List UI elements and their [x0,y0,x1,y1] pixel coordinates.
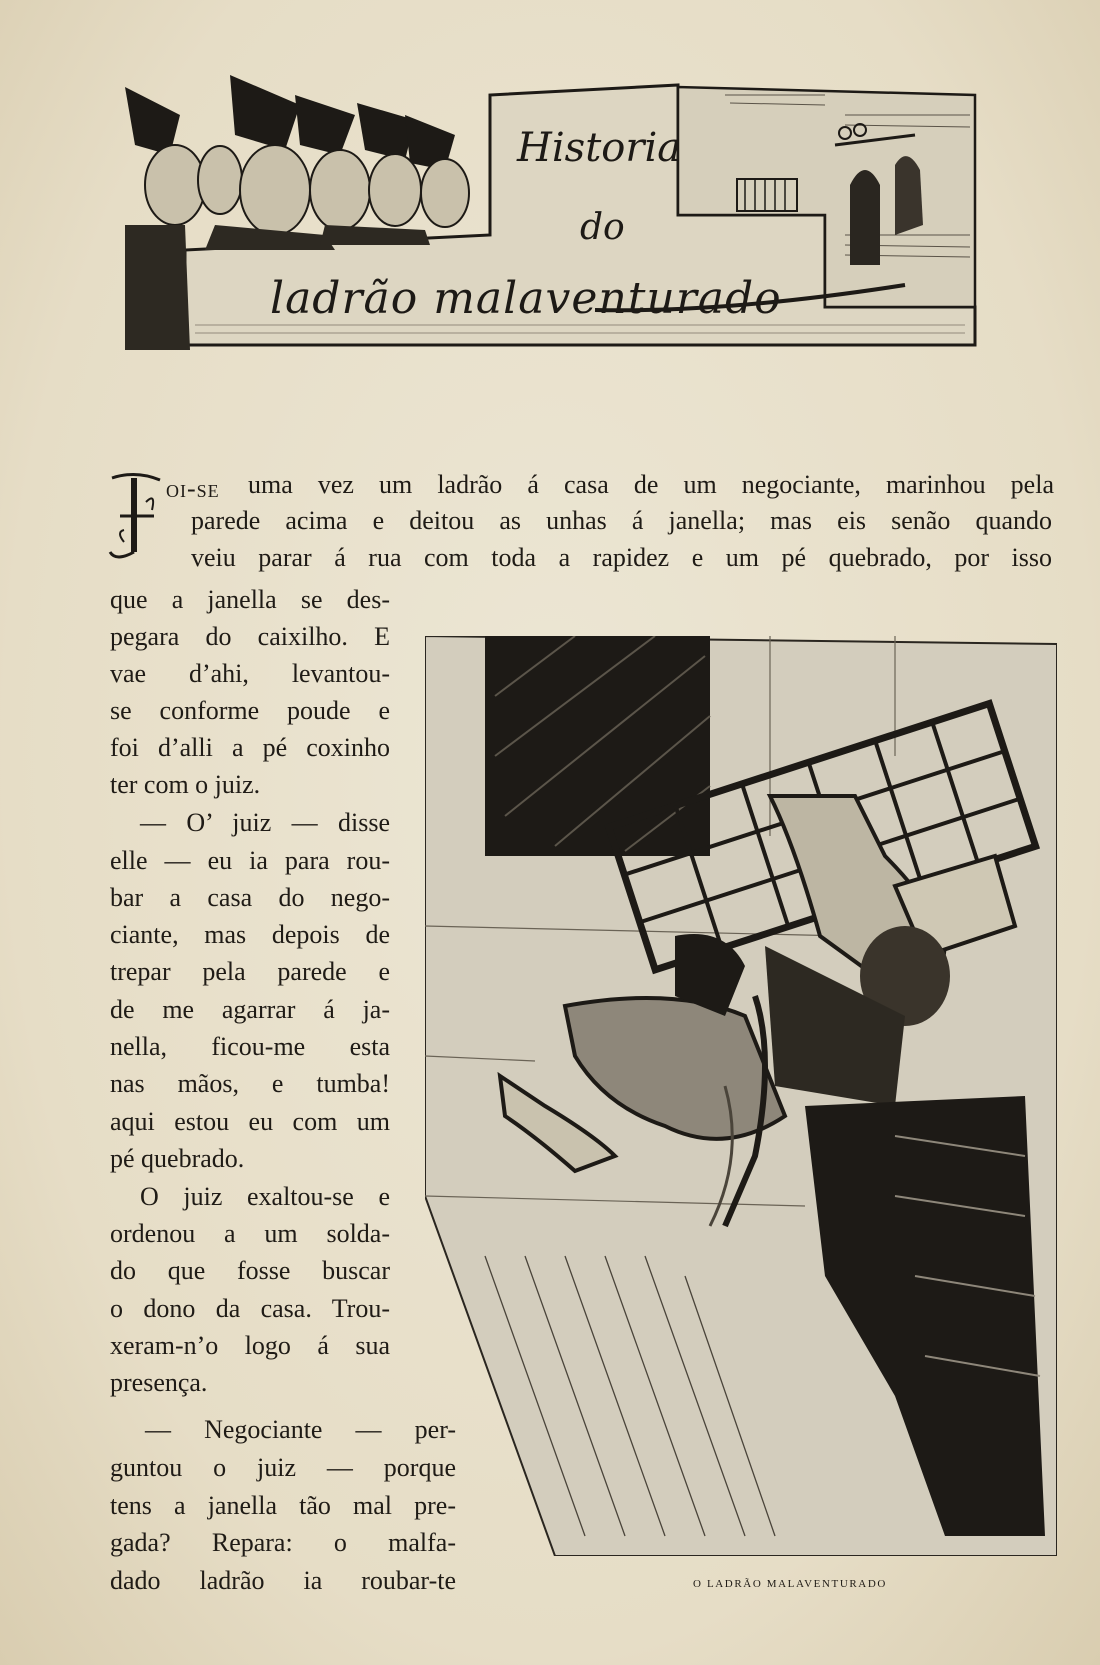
column-line: o dono da casa. Trou- [110,1294,390,1323]
intro-line-3: veiu parar á rua com toda a rapidez e um pé quebrado, por isso [191,543,1052,572]
column-line: bar a casa do nego- [110,883,390,912]
thief-illustration [425,636,1057,1556]
column-line: aqui estou eu com um [110,1107,390,1136]
figure-caption: O LADRÃO MALAVENTURADO [693,1578,887,1590]
column-line: O juiz exaltou-se e [140,1182,390,1211]
column-line: guntou o juiz — porque [110,1453,456,1482]
column-line: nas mãos, e tumba! [110,1069,390,1098]
drop-cap-ornament [106,472,164,564]
intro-line-2: parede acima e deitou as unhas á janella; mas eis senão quando [191,506,1052,535]
column-line: que a janella se des- [110,585,390,614]
column-line: — Negociante — per- [145,1415,456,1444]
column-line: elle — eu ia para rou- [110,846,390,875]
column-line: pegara do caixilho. E [110,622,390,651]
title-line-2: do [580,207,625,248]
column-line: tens a janella tão mal pre- [110,1491,456,1520]
column-line: trepar pela parede e [110,957,390,986]
title-line-3: ladrão malaventurado [270,273,782,324]
title-line-1: Historia [517,125,682,171]
header-illustration [125,75,1040,375]
thief-drawing [425,636,1057,1556]
column-line: do que fosse buscar [110,1256,390,1285]
column-line: ter com o juiz. [110,770,261,799]
column-line: pé quebrado. [110,1144,245,1173]
column-line: ciante, mas depois de [110,920,390,949]
intro-line-1: uma vez um ladrão á casa de um negociante, marinhou pela [248,470,1054,499]
intro-first-word [166,476,220,502]
column-line: vae d’ahi, levantou- [110,659,390,688]
intro-first-word-text: oi-se [166,474,220,503]
column-line: — O’ juiz — disse [140,808,390,837]
column-line: presença. [110,1368,208,1397]
column-line: ordenou a um solda- [110,1219,390,1248]
column-line: xeram-n’o logo á sua [110,1331,390,1360]
column-line: de me agarrar á ja- [110,995,390,1024]
column-line: foi d’alli a pé coxinho [110,733,390,762]
column-line: se conforme poude e [110,696,390,725]
column-line: dado ladrão ia roubar-te [110,1566,456,1595]
column-line: gada? Repara: o malfa- [110,1528,456,1557]
column-line: nella, ficou-me esta [110,1032,390,1061]
